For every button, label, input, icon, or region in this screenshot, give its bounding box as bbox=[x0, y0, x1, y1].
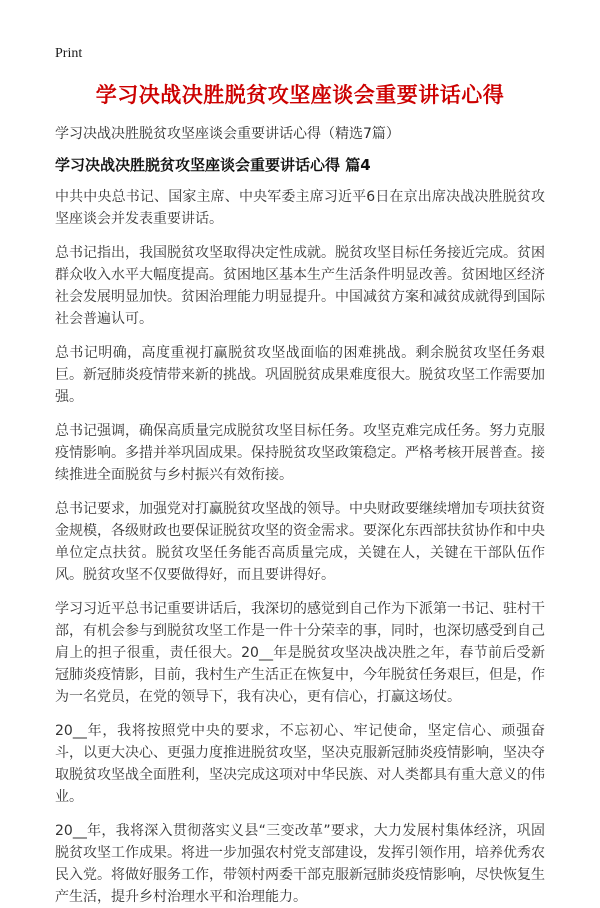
article-title: 学习决战决胜脱贫攻坚座谈会重要讲话心得 bbox=[95, 83, 505, 107]
paragraph: 20__年，我将按照党中央的要求，不忘初心、牢记使命，坚定信心、顽强奋斗，以更大决心、更强力度推进脱贫攻坚，坚决克服新冠肺炎疫情影响，坚决夺取脱贫攻坚战全面胜利，坚决完成这项对中华民族、对人类都具有重大意义的伟业。 bbox=[55, 723, 545, 805]
paragraph: 学习习近平总书记重要讲话后，我深切的感觉到自己作为下派第一书记、驻村干部，有机会参与到脱贫攻坚工作是一件十分荣幸的事，同时，也深切感受到自己肩上的担子很重，责任很大。20__年是脱贫攻坚决战决胜之年，春节前后受新冠肺炎疫情影，目前，我村生产生活正在恢复中，今年脱贫任务艰巨，但是，作为一名党员，在党的领导下，我有决心，更有信心，打赢这场仗。 bbox=[55, 601, 545, 705]
paragraph: 总书记要求，加强党对打赢脱贫攻坚战的领导。中央财政要继续增加专项扶贫资金规模，各级财政也要保证脱贫攻坚的资金需求。要深化东西部扶贫协作和中央单位定点扶贫。脱贫攻坚任务能否高质量完成，关键在人，关键在干部队伍作风。脱贫攻坚不仅要做得好，而且要讲得好。 bbox=[55, 501, 545, 583]
paragraph: 中共中央总书记、国家主席、中央军委主席习近平6日在京出席决战决胜脱贫攻坚座谈会并发表重要讲话。 bbox=[55, 189, 545, 227]
article-subtitle: 学习决战决胜脱贫攻坚座谈会重要讲话心得（精选7篇） bbox=[55, 126, 400, 142]
article-body bbox=[55, 186, 545, 908]
paragraph: 20__年，我将深入贯彻落实义县“三变改革”要求，大力发展村集体经济，巩固脱贫攻坚工作成果。将进一步加强农村党支部建设，发挥引领作用，培养优秀农民入党。将做好服务工作，带领村两委干部克服新冠肺炎疫情影响，尽快恢复生产生活，提升乡村治理水平和治理能力。 bbox=[55, 823, 545, 905]
print-link[interactable]: Print bbox=[55, 46, 83, 61]
paragraph: 总书记明确，高度重视打赢脱贫攻坚战面临的困难挑战。剩余脱贫攻坚任务艰巨。新冠肺炎疫情带来新的挑战。巩固脱贫成果难度很大。脱贫攻坚工作需要加强。 bbox=[55, 345, 545, 405]
section-heading: 学习决战决胜脱贫攻坚座谈会重要讲话心得 篇4 bbox=[55, 156, 371, 174]
paragraph: 总书记指出，我国脱贫攻坚取得决定性成就。脱贫攻坚目标任务接近完成。贫困群众收入水平大幅度提高。贫困地区基本生产生活条件明显改善。贫困地区经济社会发展明显加快。贫困治理能力明显提升。中国减贫方案和减贫成就得到国际社会普遍认可。 bbox=[55, 245, 545, 327]
paragraph: 总书记强调，确保高质量完成脱贫攻坚目标任务。攻坚克难完成任务。努力克服疫情影响。多措并举巩固成果。保持脱贫攻坚政策稳定。严格考核开展普查。接续推进全面脱贫与乡村振兴有效衔接。 bbox=[55, 423, 545, 483]
